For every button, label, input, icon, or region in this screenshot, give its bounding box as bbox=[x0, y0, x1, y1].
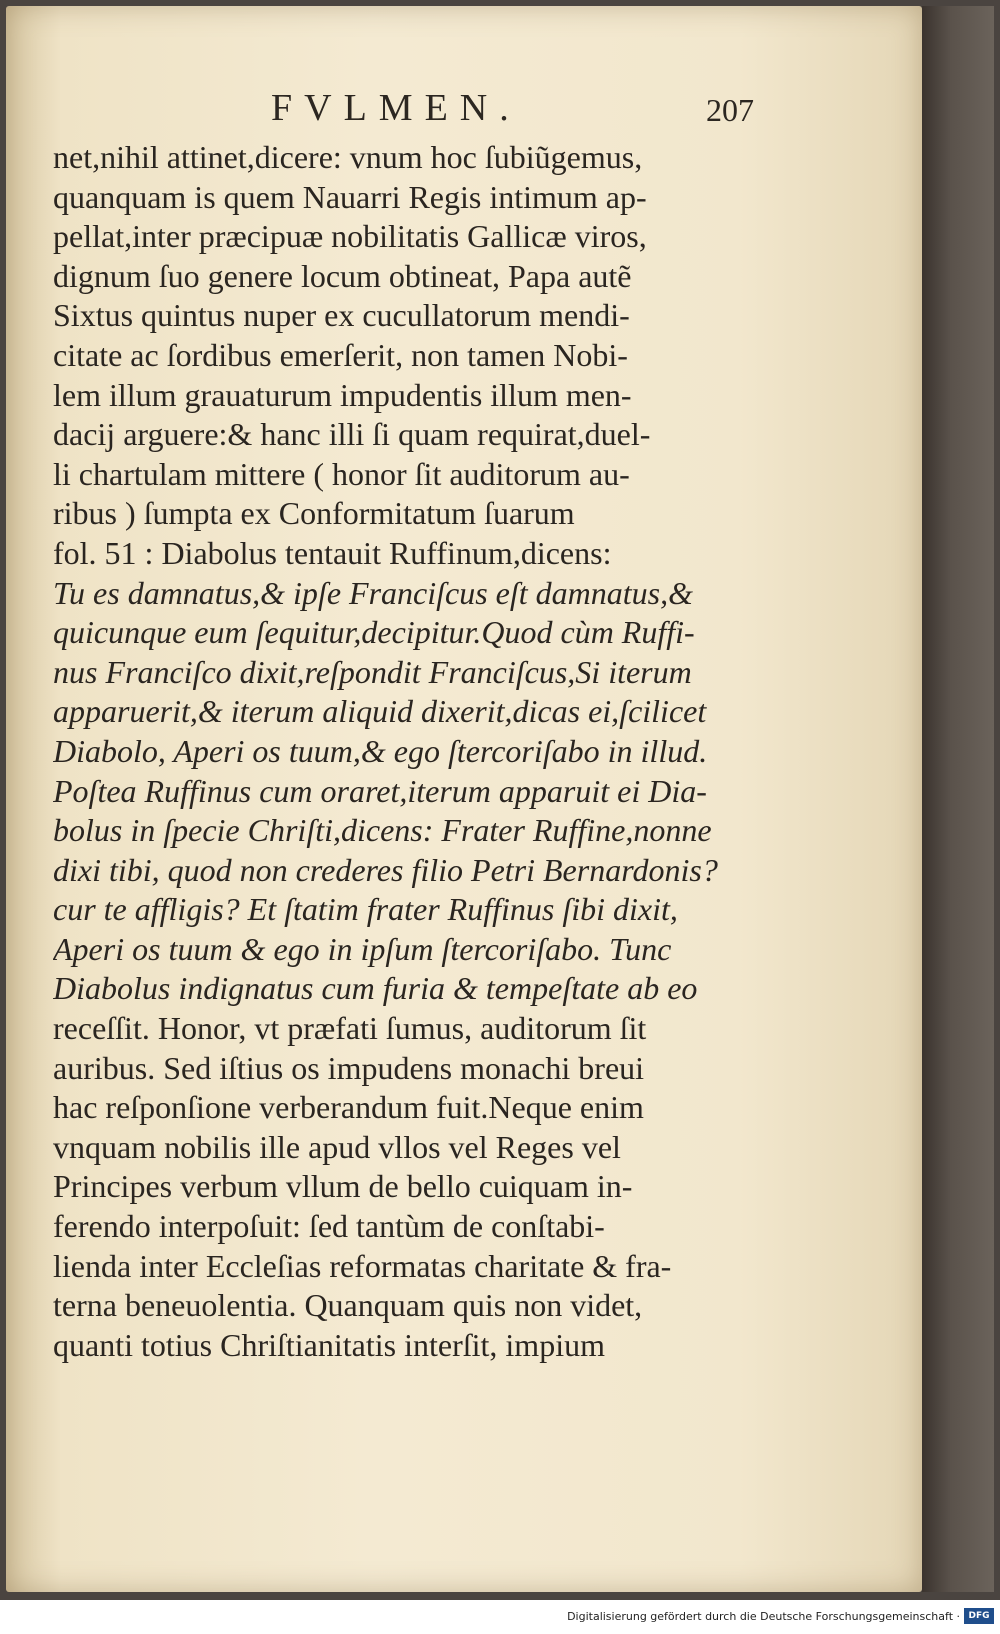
text-line: bolus in ſpecie Chriſti,dicens: Frater Ruffine,nonne bbox=[53, 812, 712, 849]
text-line: fol. 51 : Diabolus tentauit Ruffinum,dicens: bbox=[53, 534, 612, 571]
book-gutter bbox=[922, 6, 994, 1592]
text-line: nus Franciſco dixit,reſpondit Franciſcus,Si iterum bbox=[53, 653, 692, 690]
text-line: hac reſponſione verberandum fuit.Neque enim bbox=[53, 1089, 644, 1126]
text-line: quanti totius Chriſtianitatis interſit, impium bbox=[53, 1326, 605, 1363]
text-line: dixi tibi, quod non crederes filio Petri Bernardonis? bbox=[53, 851, 718, 888]
text-line: citate ac ſordibus emerſerit, non tamen Nobi- bbox=[53, 336, 628, 373]
text-line: quicunque eum ſequitur,decipitur.Quod cùm Ruffi- bbox=[53, 614, 695, 651]
text-line: li chartulam mittere ( honor ſit auditorum au- bbox=[53, 455, 630, 492]
text-line: Principes verbum vllum de bello cuiquam in- bbox=[53, 1168, 633, 1205]
text-line: apparuerit,& iterum aliquid dixerit,dicas ei,ſcilicet bbox=[53, 693, 707, 730]
text-line: dignum ſuo genere locum obtineat, Papa autẽ bbox=[53, 257, 632, 294]
text-line: Tu es damnatus,& ipſe Franciſcus eſt damnatus,& bbox=[53, 574, 693, 611]
text-line: auribus. Sed iſtius os impudens monachi breui bbox=[53, 1049, 645, 1086]
text-line: ferendo interpoſuit: ſed tantùm de conſtabi- bbox=[53, 1208, 605, 1245]
text-line: quanquam is quem Nauarri Regis intimum ap- bbox=[53, 178, 647, 215]
text-line: cur te affligis? Et ſtatim frater Ruffinus ſibi dixit, bbox=[53, 891, 678, 928]
funding-credit: Digitalisierung gefördert durch die Deutsche Forschungsgemeinschaft · bbox=[567, 1610, 960, 1623]
dfg-logo-icon: DFG bbox=[964, 1608, 994, 1624]
text-line: Sixtus quintus nuper ex cucullatorum mendi- bbox=[53, 297, 630, 334]
page-number: 207 bbox=[706, 92, 754, 128]
running-title: FVLMEN. bbox=[271, 87, 521, 129]
body-text bbox=[53, 138, 773, 1365]
text-line: Poſtea Ruffinus cum oraret,iterum apparuit ei Dia- bbox=[53, 772, 707, 809]
text-line: lem illum grauaturum impudentis illum men- bbox=[53, 376, 632, 413]
text-line: Diabolo, Aperi os tuum,& ego ſtercoriſabo in illud. bbox=[53, 732, 708, 769]
text-line: dacij arguere:& hanc illi ſi quam requirat,duel- bbox=[53, 416, 651, 453]
page-header bbox=[51, 86, 771, 136]
text-line: ribus ) ſumpta ex Conformitatum ſuarum bbox=[53, 495, 575, 532]
text-line: Aperi os tuum & ego in ipſum ſtercoriſabo. Tunc bbox=[53, 930, 672, 967]
text-line: pellat,inter præcipuæ nobilitatis Gallicæ viros, bbox=[53, 218, 647, 255]
text-line: vnquam nobilis ille apud vllos vel Reges vel bbox=[53, 1128, 621, 1165]
digitization-footer bbox=[0, 1600, 1000, 1634]
text-line: net,nihil attinet,dicere: vnum hoc ſubiũgemus, bbox=[53, 139, 643, 175]
text-line: receſſit. Honor, vt præfati ſumus, auditorum ſit bbox=[53, 1010, 647, 1047]
text-line: terna beneuolentia. Quanquam quis non videt, bbox=[53, 1287, 643, 1324]
book-page bbox=[6, 6, 922, 1592]
text-line: lienda inter Eccleſias reformatas charitate & fra- bbox=[53, 1247, 672, 1284]
text-line: Diabolus indignatus cum furia & tempeſtate ab eo bbox=[53, 970, 698, 1007]
